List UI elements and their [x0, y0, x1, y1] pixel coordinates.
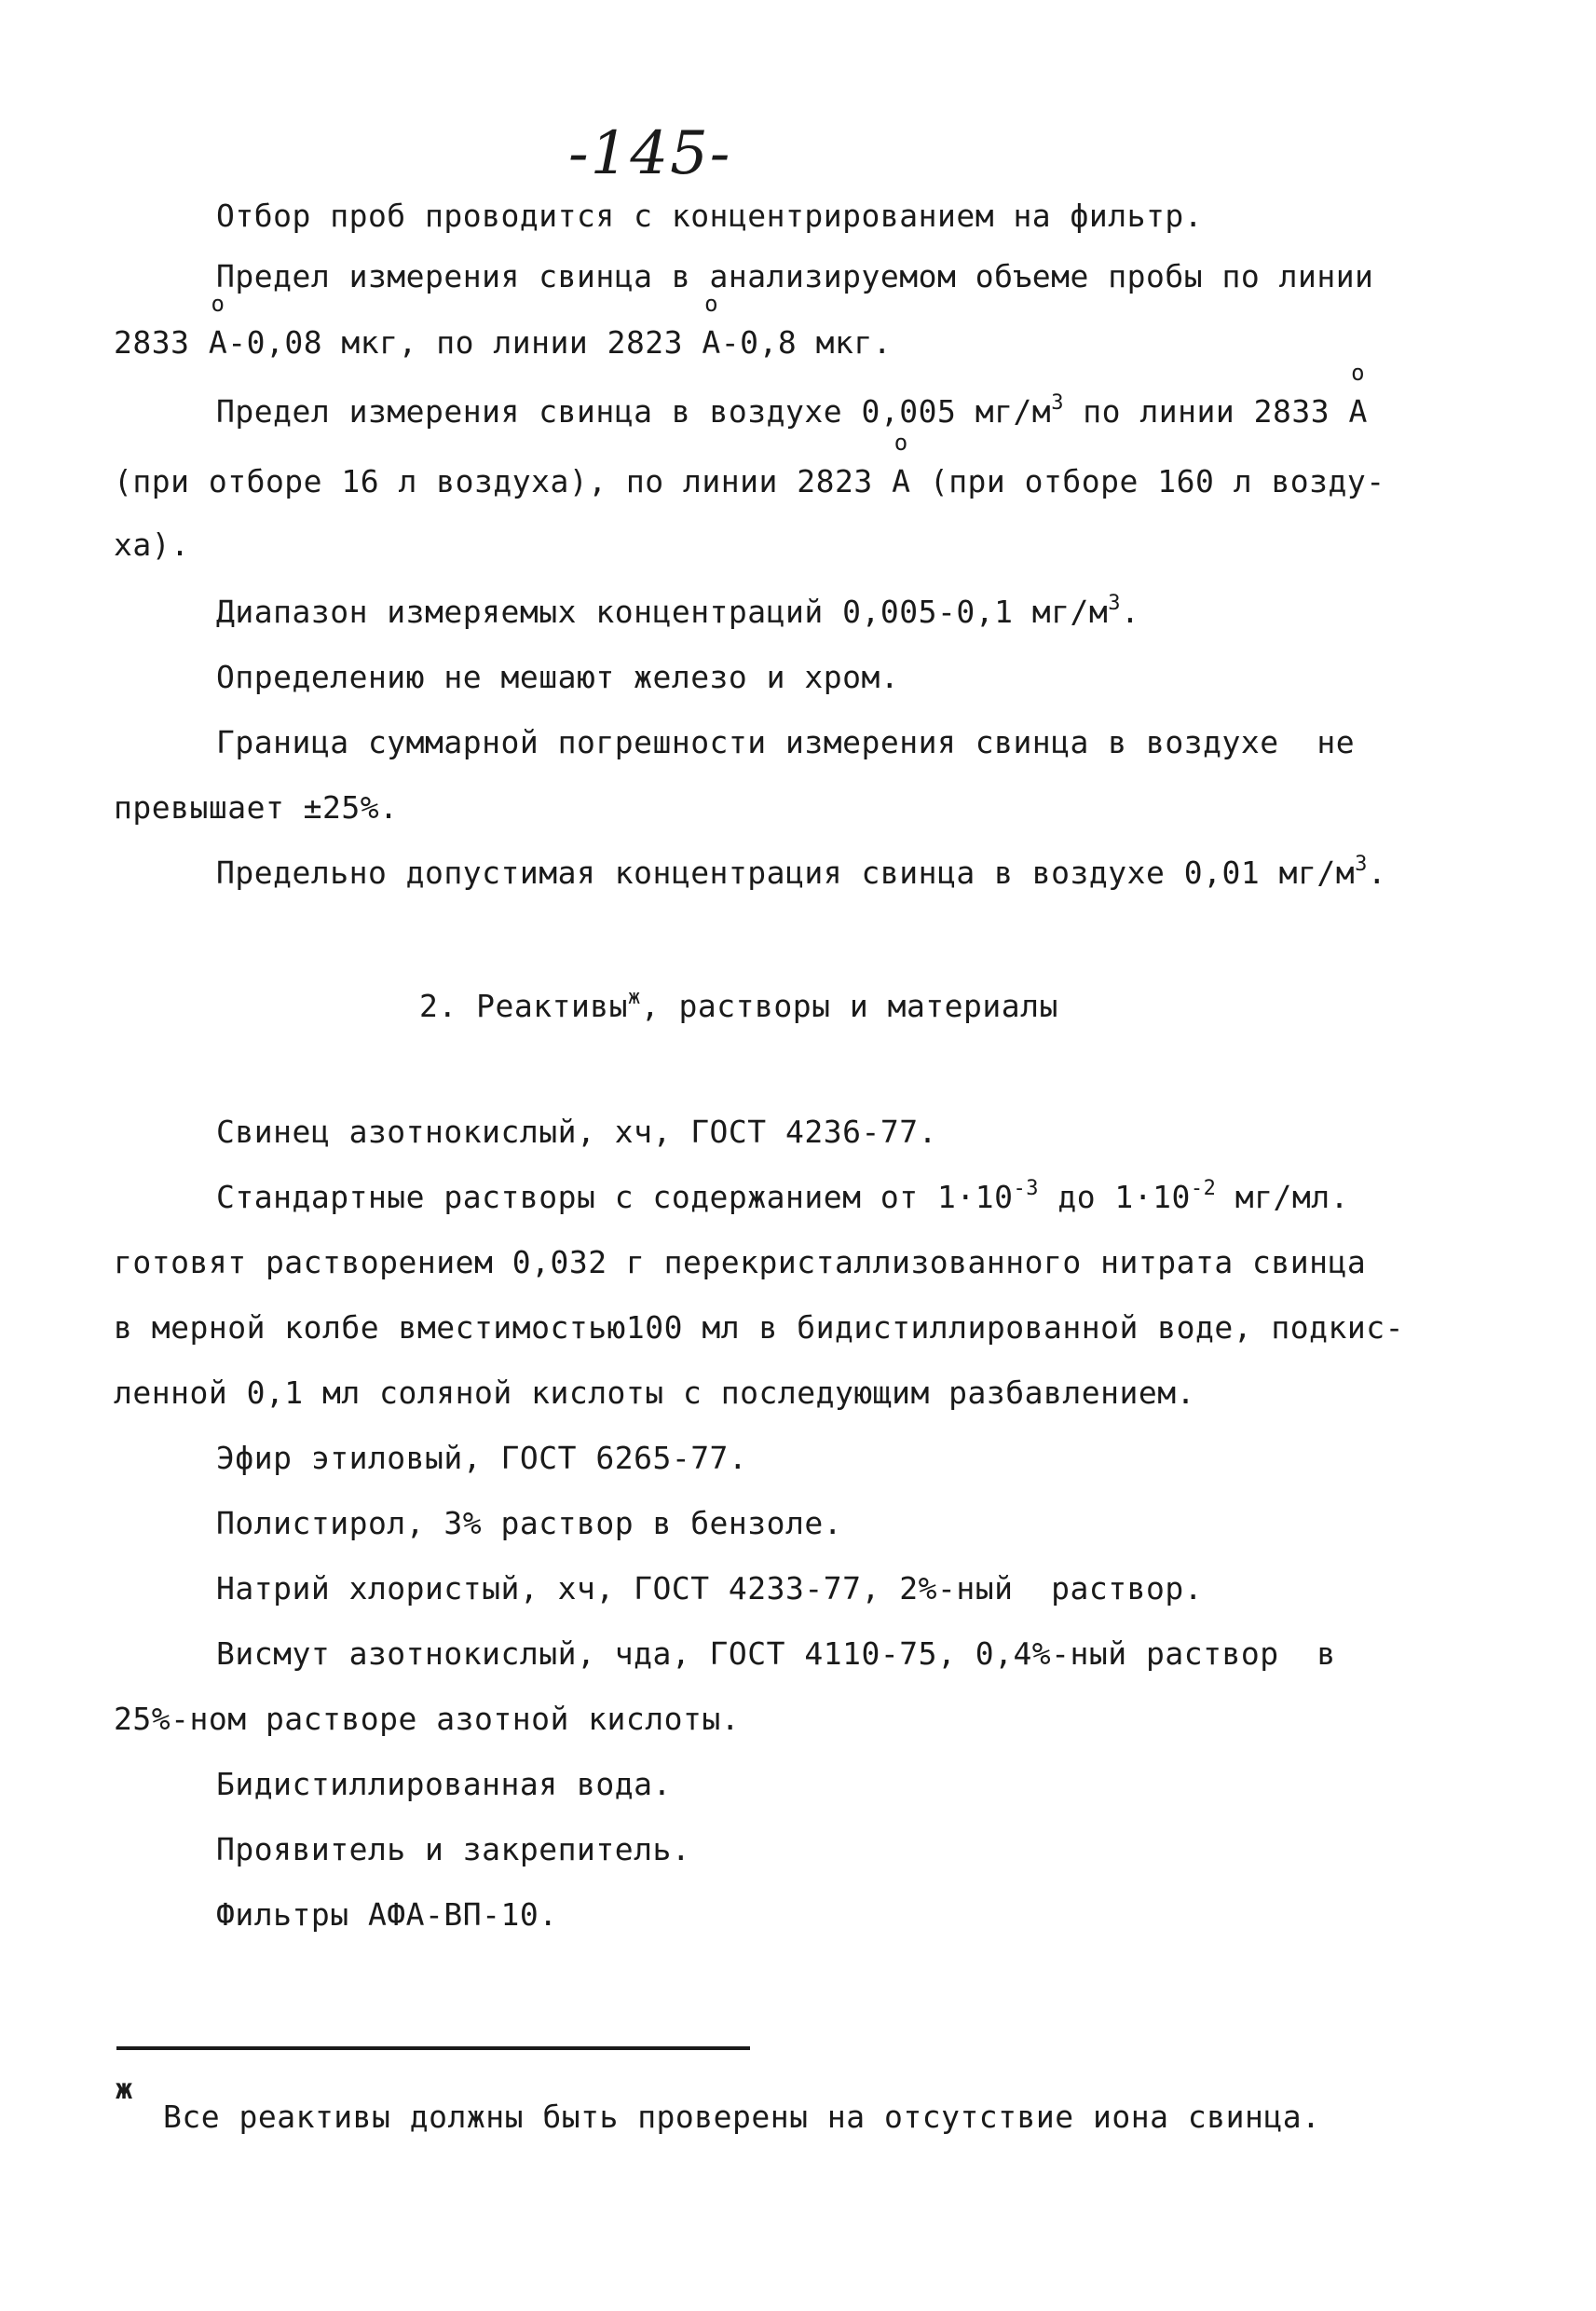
footnote-separator [116, 2046, 750, 2050]
footnote-text: Все реактивы должны быть проверены на отсутствие иона свинца. [163, 2099, 1321, 2135]
paragraph-limit-air-line2 [114, 430, 1385, 500]
text-fragment: . [1121, 594, 1140, 630]
paragraph-range [216, 594, 1139, 631]
paragraph-mac [216, 855, 1386, 892]
superscript: 3 [1355, 853, 1368, 876]
text-fragment: Стандартные растворы с содержанием от 1·10 [216, 1179, 1014, 1215]
reagent-bismuth-nitrate-line1: Висмут азотнокислый, чда, ГОСТ 4110-75, 0,4%-ный раствор в [216, 1635, 1336, 1672]
reagent-lead-nitrate: Свинец азотнокислый, хч, ГОСТ 4236-77. [216, 1114, 937, 1150]
text-fragment: . [1367, 855, 1387, 891]
text-fragment: -0,08 мкг, по линии 2823 [227, 324, 703, 361]
text-fragment: (при отборе 160 л возду- [910, 463, 1385, 499]
reagent-bismuth-nitrate-line2: 25%-ном растворе азотной кислоты. [114, 1701, 741, 1737]
reagent-ether: Эфир этиловый, ГОСТ 6265-77. [216, 1440, 748, 1476]
text-fragment: до 1·10 [1038, 1179, 1191, 1215]
reagent-standard-solutions-line1 [216, 1179, 1349, 1216]
footnote-marker: ж [628, 986, 641, 1009]
paragraph-limit-sample-line2 [114, 291, 893, 362]
reagent-standard-solutions-line3: в мерной колбе вместимостью100 мл в бидистиллированной воде, подкис- [114, 1309, 1405, 1346]
text-fragment: по линии 2833 [1063, 393, 1349, 430]
angstrom-symbol [702, 291, 721, 362]
reagent-standard-solutions-line4: ленной 0,1 мл соляной кислоты с последующим разбавлением. [114, 1374, 1195, 1411]
paragraph-error-line2: превышает ±25%. [114, 789, 399, 826]
text-fragment: , растворы и материалы [640, 988, 1058, 1024]
angstrom-letter: А [702, 324, 721, 361]
angstrom-letter: А [892, 463, 911, 499]
text-fragment: (при отборе 16 л воздуха), по линии 2823 [114, 463, 893, 499]
paragraph-error-line1: Граница суммарной погрешности измерения свинца в воздухе не [216, 724, 1356, 760]
text-fragment: мг/мл. [1216, 1179, 1349, 1215]
paragraph-sampling: Отбор проб проводится с концентрированием на фильтр. [216, 198, 1204, 234]
angstrom-ring: о [893, 430, 908, 456]
superscript: -2 [1190, 1177, 1217, 1200]
paragraph-limit-sample-line1: Предел измерения свинца в анализируемом объеме пробы по линии [216, 258, 1374, 294]
reagent-sodium-chloride: Натрий хлористый, хч, ГОСТ 4233-77, 2%-ный раствор. [216, 1570, 1204, 1607]
section-heading [419, 988, 1058, 1025]
text-fragment: Предел измерения свинца в воздухе 0,005 мг/м [216, 393, 1052, 430]
reagent-water: Бидистиллированная вода. [216, 1766, 672, 1802]
text-fragment: 2833 [114, 324, 209, 361]
text-fragment: Предельно допустимая концентрация свинца в воздухе 0,01 мг/м [216, 855, 1356, 891]
reagent-developer: Проявитель и закрепитель. [216, 1831, 691, 1867]
reagent-filters: Фильтры АФА-ВП-10. [216, 1896, 558, 1933]
superscript: 3 [1108, 592, 1122, 615]
angstrom-ring: о [1351, 360, 1366, 386]
paragraph-limit-air-line1 [216, 360, 1368, 431]
superscript: 3 [1051, 391, 1064, 415]
reagent-polystyrene: Полистирол, 3% раствор в бензоле. [216, 1505, 843, 1541]
angstrom-ring: о [211, 291, 225, 317]
angstrom-ring: о [704, 291, 719, 317]
footnote-mark: ж [116, 2073, 133, 2106]
superscript: -3 [1013, 1177, 1039, 1200]
angstrom-symbol [1348, 360, 1368, 431]
reagent-standard-solutions-line2: готовят растворением 0,032 г перекристаллизованного нитрата свинца [114, 1244, 1367, 1280]
page-number: -145- [568, 119, 732, 188]
text-fragment: -0,8 мкг. [720, 324, 893, 361]
angstrom-symbol [208, 291, 228, 362]
text-fragment: 2. Реактивы [419, 988, 629, 1024]
paragraph-limit-air-line3: ха). [114, 526, 190, 563]
paragraph-interference: Определению не мешают железо и хром. [216, 659, 900, 695]
angstrom-symbol [892, 430, 911, 500]
text-fragment: Диапазон измеряемых концентраций 0,005-0,1 мг/м [216, 594, 1109, 630]
angstrom-letter: А [1348, 393, 1368, 430]
angstrom-letter: А [208, 324, 228, 361]
